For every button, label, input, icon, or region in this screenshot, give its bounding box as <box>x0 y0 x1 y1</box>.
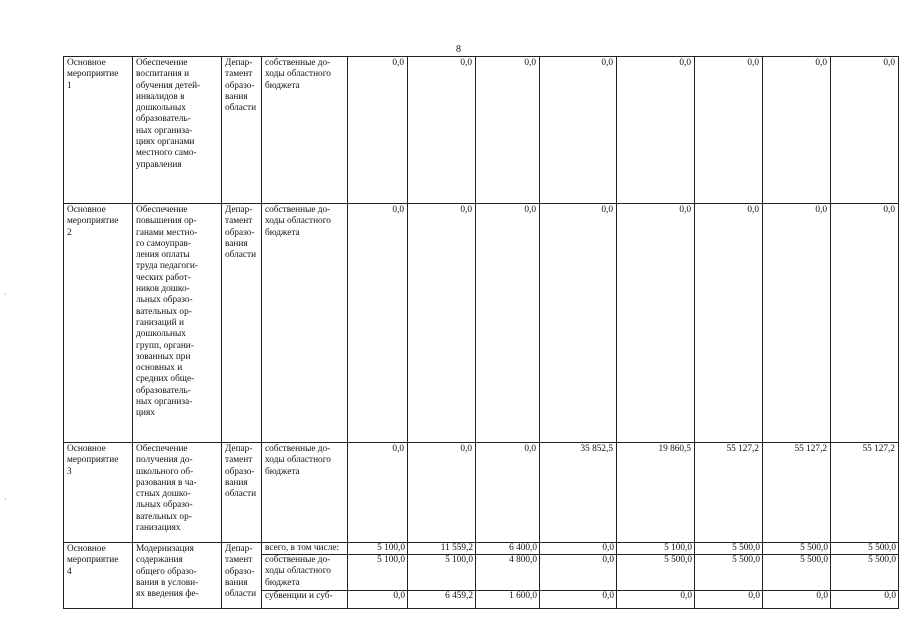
value-cell: 0,0 <box>476 204 540 443</box>
funding-source: собственные до- ходы областного бюджета <box>262 443 348 543</box>
funding-source-own: собственные до- ходы областного бюджета <box>262 555 347 591</box>
executor: Депар- тамент образо- вания области <box>222 57 262 204</box>
value-cell: 5 100,0 5 100,0 0,0 <box>348 543 408 609</box>
value-cell: 11 559,2 5 100,0 6 459,2 <box>408 543 476 609</box>
value-cell: 0,0 <box>540 204 617 443</box>
value-cell: 0,0 <box>476 443 540 543</box>
value-cell: 0,0 <box>476 57 540 204</box>
executor: Депар- тамент образо- вания области <box>222 443 262 543</box>
value-cell: 5 500,0 5 500,0 0,0 <box>831 543 899 609</box>
scan-mark: · <box>4 290 7 299</box>
value-cell: 0,0 <box>763 204 831 443</box>
value-cell: 0,0 <box>408 443 476 543</box>
funding-source-total: всего, в том числе: <box>262 543 347 555</box>
value-cell: 0,0 <box>695 57 763 204</box>
value-cell: 19 860,5 <box>617 443 695 543</box>
value-cell: 55 127,2 <box>831 443 899 543</box>
table-row <box>64 543 899 609</box>
funding-source: собственные до- ходы областного бюджета <box>262 204 348 443</box>
value-cell: 0,0 <box>348 443 408 543</box>
value-cell: 0,0 <box>695 204 763 443</box>
budget-table <box>63 56 899 609</box>
page-number: 8 <box>456 44 461 55</box>
value-cell: 0,0 <box>617 57 695 204</box>
value-cell: 0,0 <box>348 204 408 443</box>
value-cell: 5 500,0 5 500,0 0,0 <box>763 543 831 609</box>
funding-source-subventions: субвенции и суб- <box>265 591 333 601</box>
value-cell: 5 500,0 5 500,0 0,0 <box>695 543 763 609</box>
value-cell: 55 127,2 <box>695 443 763 543</box>
executor: Депар- тамент образо- вания области <box>222 543 262 609</box>
value-cell: 0,0 0,0 0,0 <box>540 543 617 609</box>
value-cell: 0,0 <box>831 57 899 204</box>
value-cell: 0,0 <box>540 57 617 204</box>
measure-name: Основное мероприятие 2 <box>64 204 133 443</box>
value-cell: 0,0 <box>617 204 695 443</box>
value-cell: 0,0 <box>348 57 408 204</box>
measure-description: Обеспечение повышения ор- ганами местно- го самоуправ- ления оплаты труда педагоги- ческих работ- ников дошко- льных образо- вательных ор- ганизаций и дошкольных групп, органи- зованных при основных и средних обще- образователь- ных организа- циях <box>133 204 222 443</box>
value-cell: 35 852,5 <box>540 443 617 543</box>
table-row <box>64 57 899 204</box>
value-cell: 5 100,0 5 500,0 0,0 <box>617 543 695 609</box>
measure-name: Основное мероприятие 3 <box>64 443 133 543</box>
value-cell: 0,0 <box>763 57 831 204</box>
scan-mark: · <box>4 495 7 504</box>
value-cell: 0,0 <box>408 204 476 443</box>
value-cell: 0,0 <box>408 57 476 204</box>
table-row <box>64 204 899 443</box>
measure-description: Модернизация содержания общего образо- вания в услови- ях введения фе- <box>133 543 222 609</box>
measure-name: Основное мероприятие 4 <box>64 543 133 609</box>
funding-source <box>262 543 348 609</box>
value-cell: 0,0 <box>831 204 899 443</box>
measure-description: Обеспечение воспитания и обучения детей- инвалидов в дошкольных образователь- ных организа- циях органами местного само- управления <box>133 57 222 204</box>
measure-description: Обеспечение получения до- школьного об- разования в ча- стных дошко- льных образо- вательных ор- ганизациях <box>133 443 222 543</box>
executor: Депар- тамент образо- вания области <box>222 204 262 443</box>
funding-source: собственные до- ходы областного бюджета <box>262 57 348 204</box>
value-cell: 6 400,0 4 800,0 1 600,0 <box>476 543 540 609</box>
measure-name: Основное мероприятие 1 <box>64 57 133 204</box>
table-row <box>64 443 899 543</box>
value-cell: 55 127,2 <box>763 443 831 543</box>
